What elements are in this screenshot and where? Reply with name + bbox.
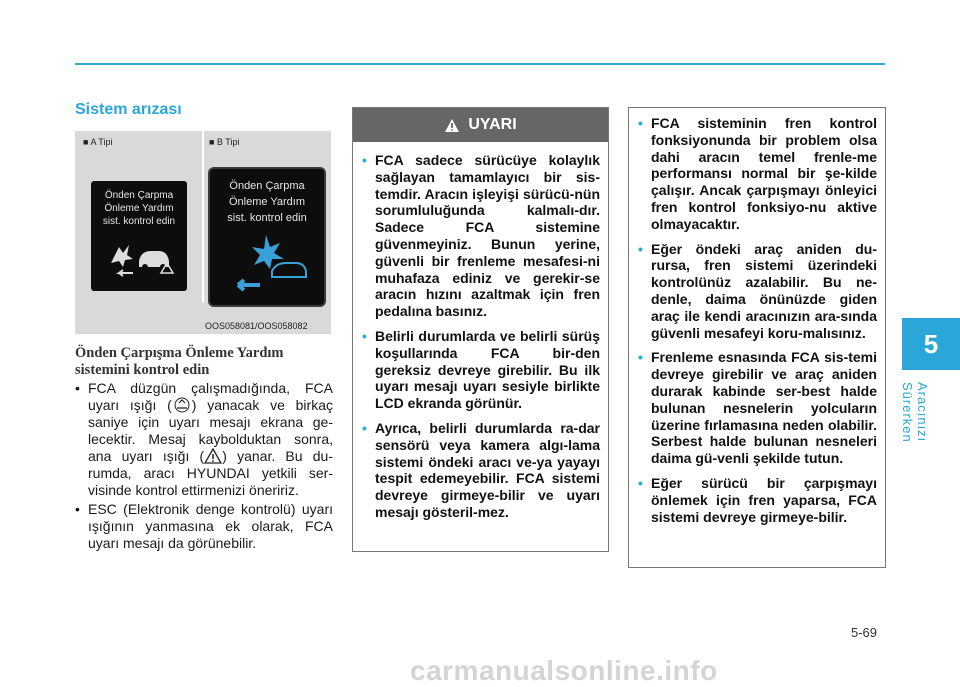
list-item: • FCA sadece sürücüye kolaylık sağlayan tamamlayıcı bir sis-temdir. Aracın işleyişi sürücü-nün sorumluluğunda kalmalı-dır. Sadece FCA sistemine güvenmeyiniz. Bunun yerine, güvenli bir frenleme mesafesi-ni muhafaza ediniz ve gerekir-se aracın hızını azaltmak için fren pedalına basınız. xyxy=(362,152,600,320)
warning-header xyxy=(353,108,608,142)
warning-box xyxy=(352,107,609,552)
list-item: • Eğer öndeki araç aniden du-rursa, fren sistemi üzerindeki kontrolünüz azalabilir. Bu ne-denle, daima önünüzde giden araç ile kendi aracınızın ara-sında güvenli mesafeyi koru-malısınız. xyxy=(638,240,877,341)
fca-warning-icon xyxy=(172,397,192,413)
list-item: • ESC (Elektronik denge kontrolü) uyarı ışığının yanmasına ek olarak, FCA uyarı mesajı da görünebilir. xyxy=(75,501,333,551)
list-item: • Ayrıca, belirli durumlarda ra-dar sensörü veya kamera algı-lama sistemi öndeki aracı ve-ya yayayı tespit edemeyebilir. FCA sistemi devreye girmeye-bilir ve uyarı mesajı gösteril-mez. xyxy=(362,419,600,520)
page-number: 5-69 xyxy=(851,625,878,640)
chapter-tab[interactable] xyxy=(902,318,960,370)
body-bullets xyxy=(75,380,333,554)
figure-label-b: ■ B Tipi xyxy=(209,137,240,147)
list-item: • FCA düzgün çalışmadığında, FCA uyarı ışığı ( ) yanacak ve birkaç saniye için uyarı mesajı ekrana ge-lecektir. Mesaj kaybolduktan sonra, ana uyarı ışığı ( ) yanar. Bu du-rumda, aracı HYUNDAI yetkili ser-visinde kontrol ettirmenizi öneririz. xyxy=(75,380,333,498)
warning-box-continued xyxy=(628,107,886,568)
screen-a-line-2: Önleme Yardım xyxy=(104,203,174,214)
cluster-screen-a xyxy=(91,181,187,291)
section-title: Sistem arızası xyxy=(75,101,182,118)
chapter-number: 5 xyxy=(923,328,939,359)
list-item: • FCA sisteminin fren kontrol fonksiyonunda bir problem olsa dahi aracın temel frenle-me performansı normal bir şe-kilde çalışır. Ancak çarpışmayı önleyici fren kontrol fonksiyo-nu aktive olmayacaktır. xyxy=(638,115,877,232)
watermark: carmanualsonline.info xyxy=(410,655,718,686)
warning-display-figure xyxy=(75,131,331,334)
warning-title: UYARI xyxy=(468,116,517,133)
screen-b-line-2: Önleme Yardım xyxy=(228,196,305,208)
list-item: • Eğer sürücü bir çarpışmayı önlemek için fren yaparsa, FCA sistemi devreye girmeye-bilir. xyxy=(638,474,877,525)
list-item: • Belirli durumlarda ve belirli sürüş koşullarında FCA bir-den gereksiz devreye girebilir. Bu ilk uyarı mesajı uyarı sesiyle birlikte LCD ekranda görünür. xyxy=(362,327,600,412)
master-warning-icon xyxy=(204,448,222,464)
collision-icon-b xyxy=(220,231,314,297)
chapter-label: Aracınızı Sürerken xyxy=(900,382,930,443)
screen-a-line-1: Önden Çarpma xyxy=(104,190,174,201)
cluster-screen-b xyxy=(208,167,326,307)
warning-triangle-icon xyxy=(444,118,460,133)
figure-divider xyxy=(202,131,204,303)
screen-b-line-3: sist. kontrol edin xyxy=(227,212,307,224)
subsection-title: Önden Çarpışma Önleme Yardım sistemini kontrol edin xyxy=(75,345,284,378)
header-rule xyxy=(75,63,885,65)
screen-a-line-3: sist. kontrol edin xyxy=(102,216,176,227)
figure-label-a: ■ A Tipi xyxy=(83,137,113,147)
screen-b-line-1: Önden Çarpma xyxy=(229,180,305,192)
figure-code: OOS058081/OOS058082 xyxy=(205,321,308,331)
collision-icon xyxy=(103,233,175,281)
list-item: • Frenleme esnasında FCA sis-temi devreye girebilir ve araç aniden durarak kabinde ser-best halde bulunan nesnelerin yolcuların üzerine fırlamasına neden olabilir. Serbest halde bulunan nesneleri daima gü-venli şekilde tutun. xyxy=(638,349,877,467)
